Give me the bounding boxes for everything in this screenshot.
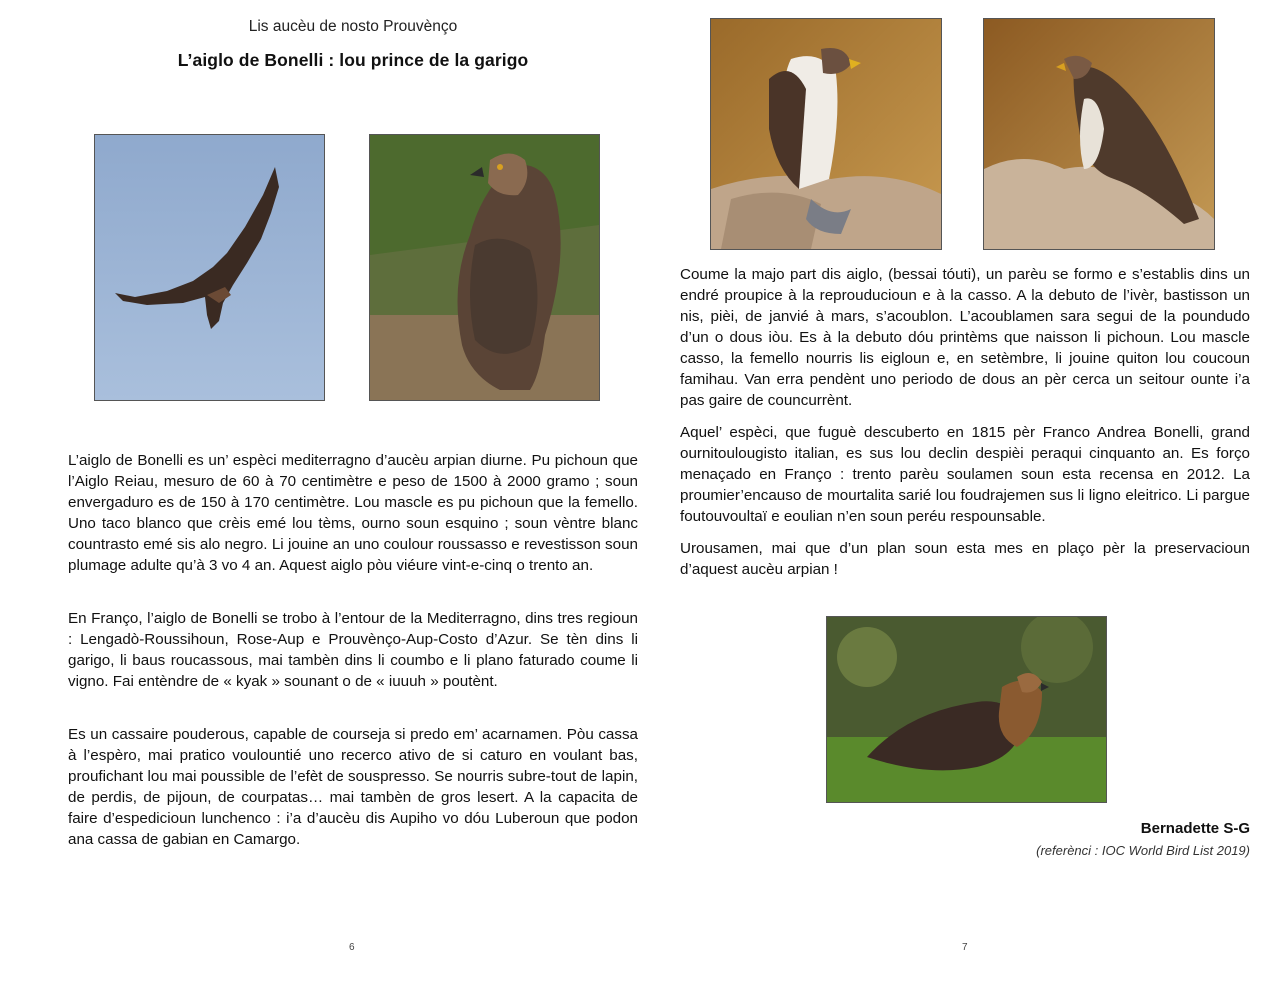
left-paragraph-1: L’aiglo de Bonelli es un’ espèci mediterragno d’aucèu arpian diurne. Pu pichoun que l’Aiglo Reiau, mesuro de 60 à 70 centimètre e peso de 1500 à 2000 gramo ; soun envergaduro es de 150 à 170 centimètre. Lou mascle es pu pichoun que la femello. Uno taco blanco que crèis emé lou tèms, ourno soun esquino ; soun vèntre blanc countrasto emé sis alo negro. Li jouine an uno coulour roussasso e revestisson soun plumage adulte qu’à 3 vo 4 an. Aquest aiglo pòu viéure vint-e-cinq o trento an. xyxy=(68,452,638,574)
right-page-number: 7 xyxy=(962,942,968,953)
eagle-with-prey-photo xyxy=(710,18,942,250)
right-paragraph-2: Aquel’ espèci, que fuguè descuberto en 1815 pèr Franco Andrea Bonelli, grand ournitoulougisto italian, es sus lou declin despièi peraqui cinquanto an. Es forço menaçado en Franço : trento parèu soulamen soun esta recensa en 2012. La proumier’encauso de mourtalita sarié lou foudrajemen sus li ligno eleitrico. Li pargue foutouvoultaï e eoulian n’en soun peréu respounsable. xyxy=(680,424,1250,525)
series-title: Lis aucèu de nosto Prouvènço xyxy=(248,18,458,35)
right-paragraph-1: Coume la majo part dis aiglo, (bessai tóuti), un parèu se formo e s’establis dins un endré proupice à la reprouducioun e à la casso. A la debuto de l’ivèr, bastisson un nis, pièi, de janvié à mars, s’acoublon. L’acoublamen sara segui de la poundudo d’un o dous iòu. Es à la debuto dóu printèms que naisson li pichoun. Lou mascle casso, la femello nourris lis eigloun e, en setèmbre, li jouine quiton lou coucoun famihau. Van erra pendènt uno periodo de dous an pèr cerca un seitour ounte i’a pas gaire de councurrènt. xyxy=(680,266,1250,409)
author-name: Bernadette S-G xyxy=(1140,820,1250,837)
eagle-on-rock-photo xyxy=(983,18,1215,250)
article-title: L’aiglo de Bonelli : lou prince de la garigo xyxy=(177,50,529,70)
left-page-number: 6 xyxy=(349,942,355,953)
eagle-on-grass-photo xyxy=(826,616,1107,803)
left-paragraph-2: En Franço, l’aiglo de Bonelli se trobo à l’entour de la Mediterragno, dins tres regioun : Lengadò-Roussihoun, Rose-Aup e Prouvènço-Aup-Costo d’Azur. Se tèn dins li garigo, li baus roucassous, mai tambèn dins li coumbo e li plano faturado coume li vigno. Fai entèndre de « kyak » sounant o de « iuuuh » poutènt. xyxy=(68,610,638,690)
left-paragraph-3: Es un cassaire pouderous, capable de courseja si predo em’ acarnamen. Pòu cassa à l’espèro, mai pratico voulountié uno recerco ativo de si caturo en voulant bas, proufichant lou mai poussible de l’efèt de souspresso. Se nourris subre-tout de lapin, de perdis, de pijoun, de courpatas… mai tambèn de gros lesert. A la capacita de faire d’espedicioun lunchenco : i’a d’aucèu dis Aupiho vo dóu Luberoun que podon ana cassa de gabian en Camargo. xyxy=(68,726,638,848)
right-paragraph-3: Urousamen, mai que d’un plan soun esta mes en plaço pèr la preservacioun d’aquest aucèu arpian ! xyxy=(680,540,1250,578)
eagle-in-flight-photo xyxy=(94,134,325,401)
perched-eagle-photo xyxy=(369,134,600,401)
reference-note: (referènci : IOC World Bird List 2019) xyxy=(1036,843,1250,858)
